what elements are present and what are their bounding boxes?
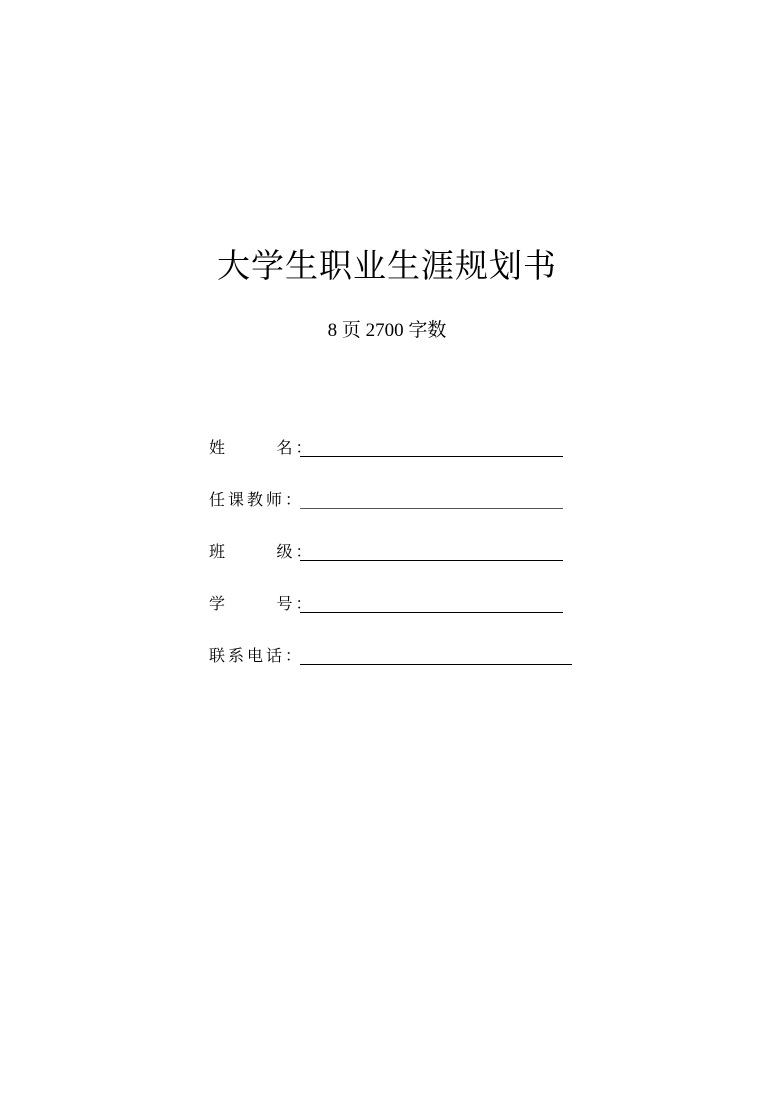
student-id-label: 学 号： [209,594,315,613]
teacher-field[interactable] [300,508,563,509]
form-row-name [209,436,589,466]
form-row-class [209,540,589,570]
phone-field[interactable] [300,664,572,665]
form-row-student-id [209,592,589,622]
teacher-label: 任课教师： [209,490,305,509]
form-row-phone [209,644,589,674]
class-label: 班 级： [209,542,315,561]
class-field[interactable] [300,560,563,561]
form-row-teacher [209,488,589,518]
document-subtitle: 8 页 2700 字数 [327,320,447,341]
phone-label: 联系电话： [209,646,305,665]
name-label: 姓 名： [209,438,315,457]
name-field[interactable] [300,456,563,457]
document-title: 大学生职业生涯规划书 [217,246,557,285]
student-id-field[interactable] [300,612,563,613]
